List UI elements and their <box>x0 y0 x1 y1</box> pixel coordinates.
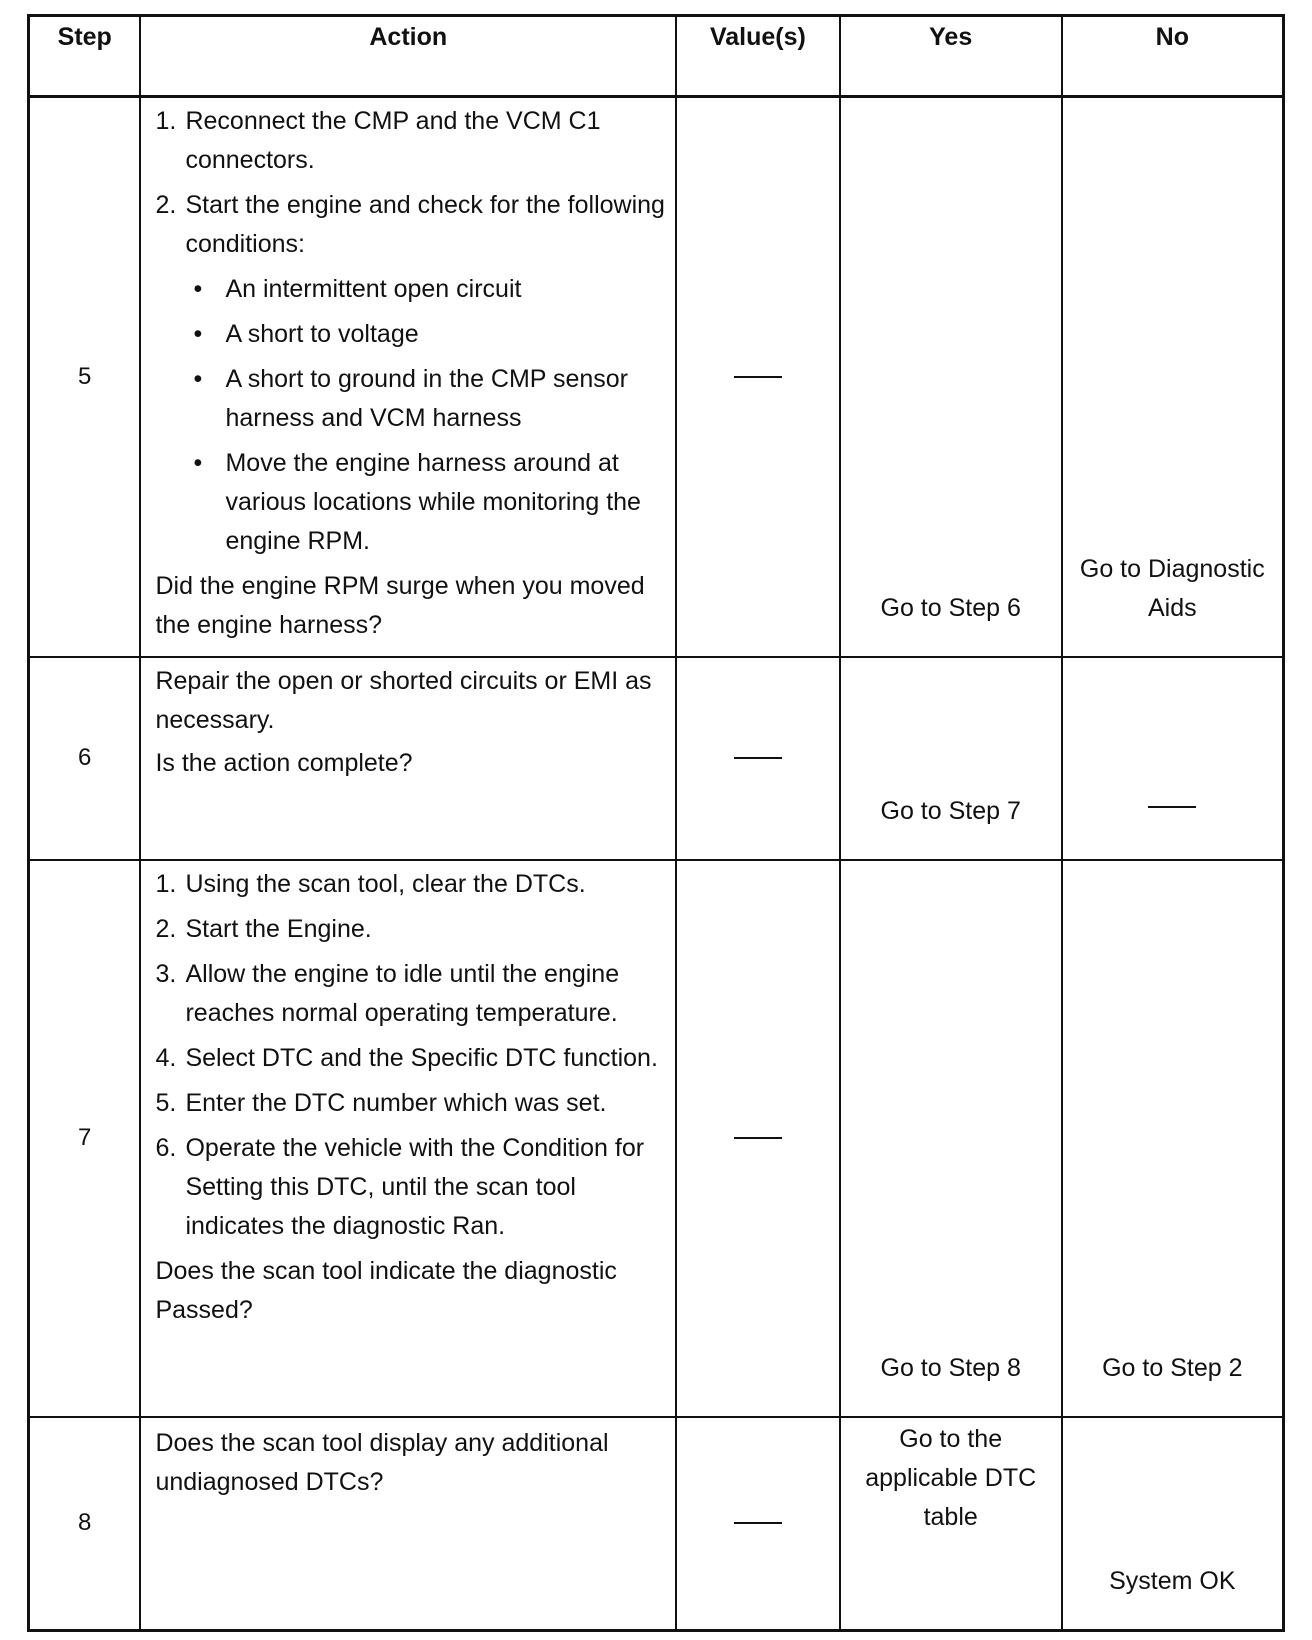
bullet-icon: • <box>193 449 203 477</box>
em-dash <box>734 757 782 759</box>
no-cell <box>1062 657 1284 860</box>
question-text: Does the scan tool display any additional undiagnosed DTCs? <box>155 1428 609 1496</box>
bullet-item <box>193 360 665 438</box>
yes-cell: Go to Step 7 <box>840 657 1062 860</box>
table-row-step-7 <box>29 860 1284 1417</box>
item-text: Start the engine and check for the following conditions: <box>185 191 665 258</box>
item-number: 3. <box>155 959 177 988</box>
bullet-icon: • <box>193 320 203 348</box>
item-text: Using the scan tool, clear the DTCs. <box>185 869 586 898</box>
value-cell <box>676 1417 840 1631</box>
item-number: 6. <box>155 1133 177 1162</box>
yes-cell: Go to Step 8 <box>840 860 1062 1417</box>
em-dash <box>734 1137 782 1139</box>
header-row <box>29 16 1284 97</box>
list-item <box>155 910 665 949</box>
item-number: 1. <box>155 869 177 898</box>
em-dash <box>1148 806 1196 808</box>
item-text: Operate the vehicle with the Condition for Setting this DTC, until the scan tool indicates the diagnostic Ran. <box>185 1133 645 1240</box>
no-cell: System OK <box>1062 1417 1284 1631</box>
action-cell <box>140 1417 676 1631</box>
header-yes: Yes <box>840 16 1062 97</box>
bullet-text: A short to voltage <box>225 320 419 348</box>
bullet-icon: • <box>193 365 203 393</box>
list-item <box>155 955 665 1033</box>
no-cell: Go to Diagnostic Aids <box>1062 97 1284 657</box>
list-item <box>155 186 665 264</box>
no-cell: Go to Step 2 <box>1062 860 1284 1417</box>
item-text: Allow the engine to idle until the engine reaches normal operating temperature. <box>185 959 620 1027</box>
bullet-text: A short to ground in the CMP sensor harness and VCM harness <box>225 365 629 432</box>
header-step: Step <box>29 16 141 97</box>
yes-cell: Go to Step 6 <box>840 97 1062 657</box>
value-cell <box>676 97 840 657</box>
item-number: 5. <box>155 1088 177 1117</box>
header-no: No <box>1062 16 1284 97</box>
yes-cell <box>840 1417 1062 1631</box>
item-text: Start the Engine. <box>185 914 372 943</box>
step-number: 8 <box>29 1417 141 1631</box>
bullet-icon: • <box>193 275 203 303</box>
question-text: Is the action complete? <box>155 748 413 777</box>
action-cell <box>140 860 676 1417</box>
value-cell <box>676 860 840 1417</box>
table-row-step-6 <box>29 657 1284 860</box>
item-text: Reconnect the CMP and the VCM C1 connectors. <box>185 107 601 174</box>
bullet-item <box>193 315 665 354</box>
bullet-item <box>193 444 665 561</box>
question-text: Did the engine RPM surge when you moved the engine harness? <box>155 572 645 639</box>
header-action: Action <box>140 16 676 97</box>
yes-text: Go to the applicable DTC table <box>865 1424 1037 1531</box>
question-text: Does the scan tool indicate the diagnostic Passed? <box>155 1256 617 1324</box>
em-dash <box>734 376 782 378</box>
list-item <box>155 1039 665 1078</box>
action-cell <box>140 97 676 657</box>
list-item <box>155 102 665 180</box>
header-values: Value(s) <box>676 16 840 97</box>
action-cell <box>140 657 676 860</box>
value-cell <box>676 657 840 860</box>
list-item <box>155 865 665 904</box>
bullet-text: An intermittent open circuit <box>225 275 522 303</box>
item-number: 2. <box>155 914 177 943</box>
step-number: 6 <box>29 657 141 860</box>
table-row-step-5 <box>29 97 1284 657</box>
step-number: 5 <box>29 97 141 657</box>
list-item <box>155 1129 665 1246</box>
item-number: 4. <box>155 1043 177 1072</box>
diagnostic-table <box>27 14 1285 1632</box>
item-number: 1. <box>155 107 177 135</box>
table-row-step-8 <box>29 1417 1284 1631</box>
item-number: 2. <box>155 191 177 219</box>
em-dash <box>734 1522 782 1524</box>
item-text: Select DTC and the Specific DTC function. <box>185 1043 658 1072</box>
item-text: Enter the DTC number which was set. <box>185 1088 607 1117</box>
bullet-text: Move the engine harness around at various locations while monitoring the engine RPM. <box>225 449 641 555</box>
list-item <box>155 1084 665 1123</box>
action-text: Repair the open or shorted circuits or EMI as necessary. <box>155 666 652 734</box>
bullet-item <box>193 270 665 309</box>
step-number: 7 <box>29 860 141 1417</box>
